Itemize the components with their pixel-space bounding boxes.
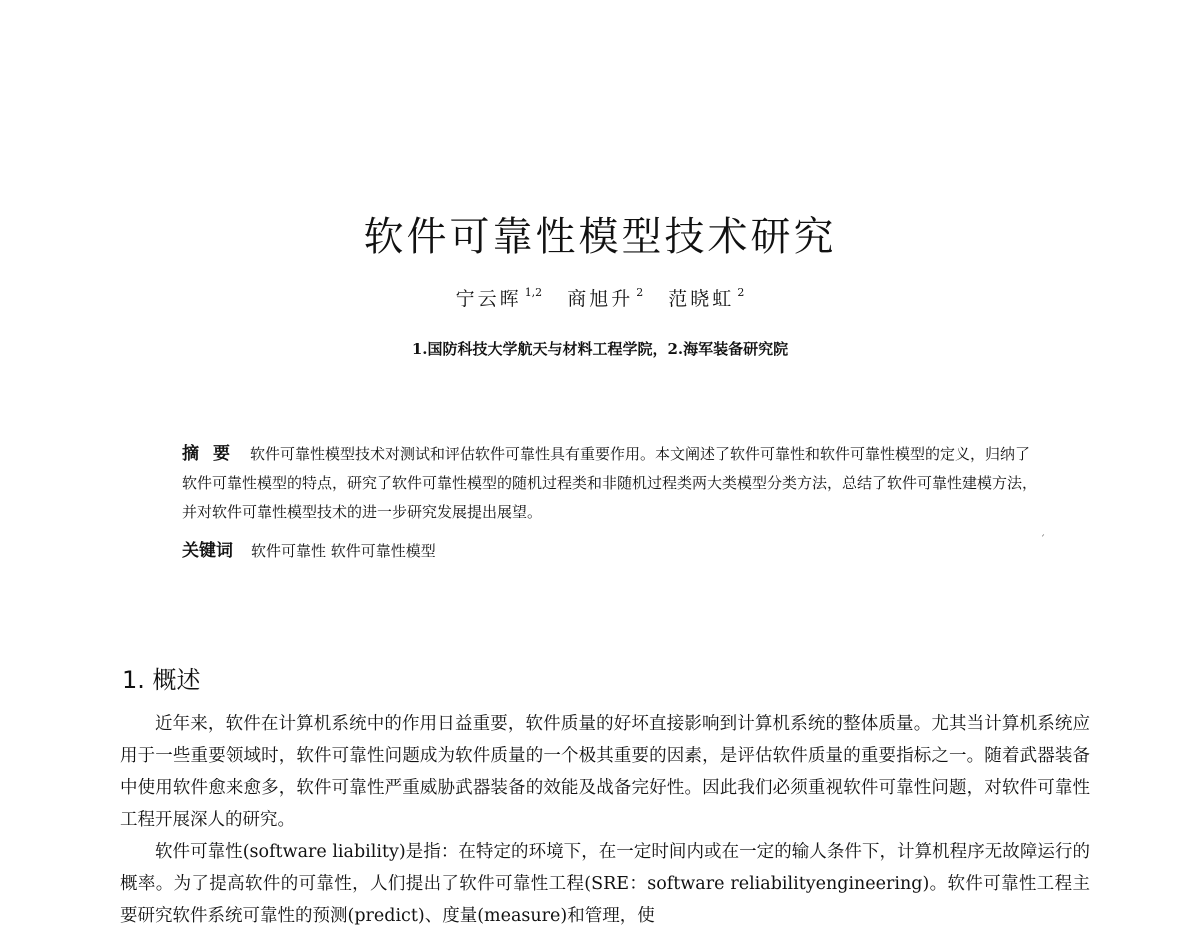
section-body — [120, 708, 1090, 932]
author-name: 商旭升 — [567, 288, 634, 310]
keywords-label: 关键词 — [182, 541, 233, 561]
abstract-text: 软件可靠性模型技术对测试和评估软件可靠性具有重要作用。本文阐述了软件可靠性和软件可靠性模型的定义，归纳了软件可靠性模型的特点，研究了软件可靠性模型的随机过程类和非随机过程类两大类模型分类方法，总结了软件可靠性建模方法，并对软件可靠性模型技术的进一步研究发展提出展望。 — [182, 445, 1038, 521]
scan-artifact-mark: ˊ — [1040, 535, 1045, 546]
keywords-block — [182, 537, 1042, 566]
author-name: 宁云晖 — [455, 288, 522, 310]
abstract-block — [182, 440, 1042, 527]
author-affiliation-mark: 2 — [636, 285, 644, 299]
author-name: 范晓虹 — [668, 288, 735, 310]
body-paragraph: 软件可靠性(software liability)是指：在特定的环境下，在一定时间内或在一定的输人条件下，计算机程序无故障运行的概率。为了提高软件的可靠性，人们提出了软件可靠性工程(SRE：software reliabilityengineering)。软件可靠性工程主要研究软件系统可靠性的预测(predict)、度量(measure)和管理，使 — [120, 842, 1090, 926]
author-affiliation-mark: 2 — [737, 285, 745, 299]
paper-title: 软件可靠性模型技术研究 — [363, 214, 837, 260]
author-list — [0, 284, 1200, 311]
abstract-label: 摘要 — [182, 444, 244, 464]
affiliation-line: 1.国防科技大学航天与材料工程学院，2.海军装备研究院 — [411, 340, 789, 358]
author-2 — [567, 284, 643, 311]
section-heading: 1. 概述 — [122, 666, 201, 694]
author-1 — [456, 284, 543, 311]
body-paragraph: 近年来，软件在计算机系统中的作用日益重要，软件质量的好坏直接影响到计算机系统的整体质量。尤其当计算机系统应用于一些重要领域时，软件可靠性问题成为软件质量的一个极其重要的因素，是评估软件质量的重要指标之一。随着武器装备中使用软件愈来愈多，软件可靠性严重威胁武器装备的效能及战备完好性。因此我们必须重视软件可靠性问题，对软件可靠性工程开展深人的研究。 — [120, 714, 1090, 830]
keywords-text: 软件可靠性 软件可靠性模型 — [251, 542, 436, 560]
author-3 — [668, 284, 744, 311]
author-affiliation-mark: 1,2 — [524, 285, 543, 299]
